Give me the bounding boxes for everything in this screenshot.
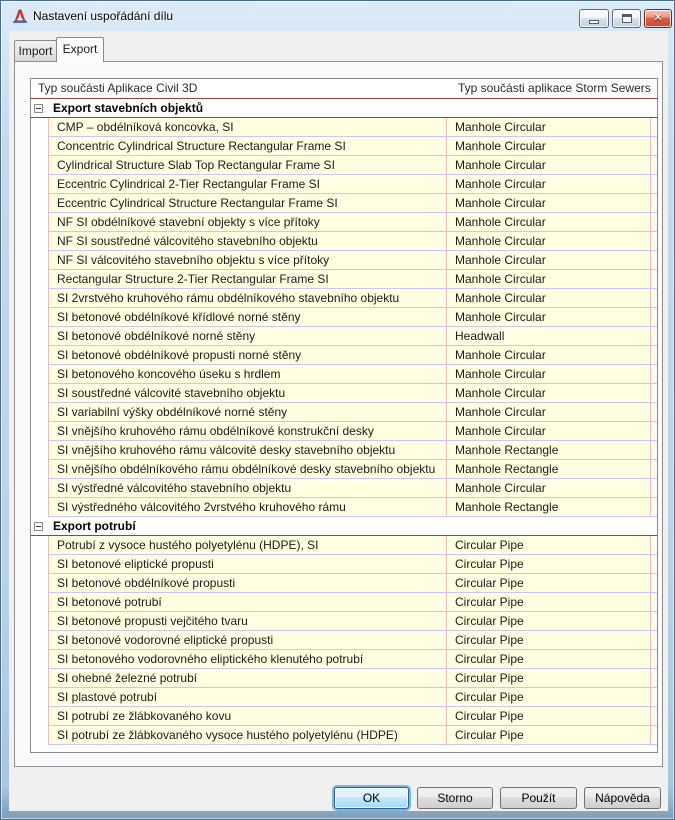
row-filler <box>650 251 657 269</box>
row-indent-gutter <box>31 479 48 498</box>
civil3d-part-cell: NF SI obdélníkové stavební objekty s více přítoky <box>48 213 446 231</box>
table-row[interactable] <box>31 213 657 232</box>
table-row[interactable] <box>31 536 657 555</box>
group-label: Export potrubí <box>53 519 136 533</box>
row-indent-gutter <box>31 194 48 213</box>
tab-export[interactable] <box>56 37 104 62</box>
apply-button[interactable]: Použít <box>500 787 577 809</box>
close-icon: ✕ <box>653 12 663 24</box>
row-filler <box>650 669 657 687</box>
help-button[interactable]: Nápověda <box>584 787 661 809</box>
row-indent-gutter <box>31 213 48 232</box>
storm-sewers-part-cell[interactable]: Manhole Circular <box>446 270 650 288</box>
storm-sewers-part-cell[interactable]: Circular Pipe <box>446 726 650 744</box>
table-row[interactable] <box>31 308 657 327</box>
storm-sewers-part-cell[interactable]: Manhole Circular <box>446 422 650 440</box>
row-filler <box>650 422 657 440</box>
row-indent-gutter <box>31 308 48 327</box>
window-title: Nastavení uspořádání dílu <box>33 9 174 23</box>
column-header-civil3d: Typ součásti Aplikace Civil 3D <box>38 81 198 95</box>
row-indent-gutter <box>31 422 48 441</box>
table-row[interactable] <box>31 365 657 384</box>
civil3d-part-cell: Potrubí z vysoce hustého polyetylénu (HDPE), SI <box>48 536 446 554</box>
row-filler <box>650 118 657 136</box>
civil3d-part-cell: Concentric Cylindrical Structure Rectangular Frame SI <box>48 137 446 155</box>
row-indent-gutter <box>31 726 48 745</box>
row-indent-gutter <box>31 536 48 555</box>
row-filler <box>650 327 657 345</box>
civil3d-part-cell: SI vnějšího kruhového rámu válcovité desky stavebního objektu <box>48 441 446 459</box>
storm-sewers-part-cell[interactable]: Manhole Circular <box>446 194 650 212</box>
table-row[interactable] <box>31 460 657 479</box>
row-indent-gutter <box>31 498 48 517</box>
civil3d-part-cell: SI betonové eliptické propusti <box>48 555 446 573</box>
storm-sewers-part-cell[interactable]: Manhole Circular <box>446 156 650 174</box>
storm-sewers-part-cell[interactable]: Manhole Circular <box>446 289 650 307</box>
storm-sewers-part-cell[interactable]: Manhole Circular <box>446 213 650 231</box>
row-indent-gutter <box>31 289 48 308</box>
civil3d-part-cell: NF SI válcovitého stavebního objektu s více přítoky <box>48 251 446 269</box>
part-matchup-grid <box>30 78 658 753</box>
table-row[interactable] <box>31 574 657 593</box>
storm-sewers-part-cell[interactable]: Manhole Rectangle <box>446 498 650 516</box>
row-indent-gutter <box>31 251 48 270</box>
table-row[interactable] <box>31 346 657 365</box>
tab-export-label: Export <box>62 42 98 56</box>
row-indent-gutter <box>31 346 48 365</box>
row-indent-gutter <box>31 137 48 156</box>
collapse-minus-icon[interactable] <box>34 104 43 113</box>
row-indent-gutter <box>31 669 48 688</box>
table-row[interactable] <box>31 251 657 270</box>
row-filler <box>650 384 657 402</box>
storm-sewers-part-cell[interactable]: Circular Pipe <box>446 650 650 668</box>
row-filler <box>650 194 657 212</box>
ok-button[interactable]: OK <box>334 787 409 809</box>
row-filler <box>650 498 657 516</box>
storm-sewers-part-cell[interactable]: Circular Pipe <box>446 631 650 649</box>
civil3d-part-cell: SI vnějšího kruhového rámu obdélníkové konstrukční desky <box>48 422 446 440</box>
storm-sewers-part-cell[interactable]: Circular Pipe <box>446 707 650 725</box>
table-row[interactable] <box>31 441 657 460</box>
table-row[interactable] <box>31 631 657 650</box>
row-indent-gutter <box>31 327 48 346</box>
civil3d-part-cell: Rectangular Structure 2-Tier Rectangular Frame SI <box>48 270 446 288</box>
row-indent-gutter <box>31 232 48 251</box>
storm-sewers-part-cell[interactable]: Manhole Rectangle <box>446 441 650 459</box>
row-filler <box>650 213 657 231</box>
storm-sewers-part-cell[interactable]: Circular Pipe <box>446 593 650 611</box>
minimize-icon <box>589 20 599 24</box>
cancel-button[interactable]: Storno <box>417 787 493 809</box>
close-button[interactable] <box>644 9 672 28</box>
storm-sewers-part-cell[interactable]: Manhole Rectangle <box>446 460 650 478</box>
table-row[interactable] <box>31 650 657 669</box>
civil3d-part-cell: SI betonové vodorovné eliptické propusti <box>48 631 446 649</box>
table-row[interactable] <box>31 403 657 422</box>
storm-sewers-part-cell[interactable]: Manhole Circular <box>446 175 650 193</box>
row-filler <box>650 688 657 706</box>
row-filler <box>650 707 657 725</box>
row-filler <box>650 555 657 573</box>
row-indent-gutter <box>31 555 48 574</box>
storm-sewers-part-cell[interactable]: Manhole Circular <box>446 365 650 383</box>
civil3d-part-cell: SI betonového vodorovného eliptického klenutého potrubí <box>48 650 446 668</box>
civil3d-part-cell: SI betonového koncového úseku s hrdlem <box>48 365 446 383</box>
civil3d-part-cell: SI potrubí ze žlábkovaného vysoce hustého polyetylénu (HDPE) <box>48 726 446 744</box>
civil3d-part-cell: Eccentric Cylindrical Structure Rectangular Frame SI <box>48 194 446 212</box>
civil3d-part-cell: Cylindrical Structure Slab Top Rectangular Frame SI <box>48 156 446 174</box>
storm-sewers-part-cell[interactable]: Manhole Circular <box>446 251 650 269</box>
row-filler <box>650 308 657 326</box>
row-indent-gutter <box>31 631 48 650</box>
civil3d-part-cell: SI 2vrstvého kruhového rámu obdélníkového stavebního objektu <box>48 289 446 307</box>
civil3d-part-cell: SI betonové obdélníkové křídlové norné stěny <box>48 308 446 326</box>
row-filler <box>650 175 657 193</box>
table-row[interactable] <box>31 555 657 574</box>
row-indent-gutter <box>31 612 48 631</box>
row-filler <box>650 574 657 592</box>
civil3d-part-cell: SI výstředné válcovitého stavebního objektu <box>48 479 446 497</box>
group-row[interactable] <box>31 517 657 536</box>
row-indent-gutter <box>31 270 48 289</box>
storm-sewers-part-cell[interactable]: Manhole Circular <box>446 479 650 497</box>
table-row[interactable] <box>31 593 657 612</box>
row-filler <box>650 460 657 478</box>
table-row[interactable] <box>31 612 657 631</box>
row-filler <box>650 536 657 554</box>
dialog-client-area <box>9 31 668 811</box>
tab-import[interactable] <box>14 40 57 61</box>
table-row[interactable] <box>31 707 657 726</box>
table-row[interactable] <box>31 384 657 403</box>
row-filler <box>650 403 657 421</box>
table-row[interactable] <box>31 726 657 745</box>
row-indent-gutter <box>31 403 48 422</box>
storm-sewers-part-cell[interactable]: Manhole Circular <box>446 118 650 136</box>
civil3d-part-cell: NF SI soustředné válcovitého stavebního objektu <box>48 232 446 250</box>
row-filler <box>650 346 657 364</box>
row-filler <box>650 441 657 459</box>
row-filler <box>650 650 657 668</box>
tab-page-export <box>14 61 663 767</box>
civil3d-part-cell: SI plastové potrubí <box>48 688 446 706</box>
row-filler <box>650 479 657 497</box>
storm-sewers-part-cell[interactable]: Manhole Circular <box>446 232 650 250</box>
table-row[interactable] <box>31 479 657 498</box>
table-row[interactable] <box>31 175 657 194</box>
restore-icon <box>622 14 632 23</box>
collapse-minus-icon[interactable] <box>34 522 43 531</box>
civil3d-part-cell: SI soustředné válcovité stavebního objektu <box>48 384 446 402</box>
row-filler <box>650 612 657 630</box>
table-row[interactable] <box>31 156 657 175</box>
table-row[interactable] <box>31 137 657 156</box>
storm-sewers-part-cell[interactable]: Manhole Circular <box>446 384 650 402</box>
civil3d-part-cell: SI betonové obdélníkové propusti <box>48 574 446 592</box>
storm-sewers-part-cell[interactable]: Headwall <box>446 327 650 345</box>
civil3d-part-cell: SI výstředného válcovitého 2vrstvého kruhového rámu <box>48 498 446 516</box>
restore-button[interactable] <box>612 9 641 28</box>
civil3d-part-cell: SI potrubí ze žlábkovaného kovu <box>48 707 446 725</box>
civil3d-part-cell: SI betonové propusti vejčitého tvaru <box>48 612 446 630</box>
row-filler <box>650 270 657 288</box>
row-indent-gutter <box>31 384 48 403</box>
row-indent-gutter <box>31 365 48 384</box>
row-indent-gutter <box>31 707 48 726</box>
row-indent-gutter <box>31 688 48 707</box>
app-logo-icon <box>12 8 28 24</box>
civil3d-part-cell: CMP – obdélníková koncovka, SI <box>48 118 446 136</box>
row-indent-gutter <box>31 175 48 194</box>
storm-sewers-part-cell[interactable]: Circular Pipe <box>446 669 650 687</box>
table-row[interactable] <box>31 669 657 688</box>
storm-sewers-part-cell[interactable]: Manhole Circular <box>446 137 650 155</box>
table-row[interactable] <box>31 422 657 441</box>
storm-sewers-part-cell[interactable]: Circular Pipe <box>446 612 650 630</box>
table-body <box>31 99 657 745</box>
civil3d-part-cell: SI variabilní výšky obdélníkové norné stěny <box>48 403 446 421</box>
table-row[interactable] <box>31 232 657 251</box>
row-filler <box>650 232 657 250</box>
storm-sewers-part-cell[interactable]: Manhole Circular <box>446 403 650 421</box>
storm-sewers-part-cell[interactable]: Manhole Circular <box>446 308 650 326</box>
row-indent-gutter <box>31 441 48 460</box>
row-filler <box>650 631 657 649</box>
minimize-button[interactable] <box>579 9 609 28</box>
column-header-storm-sewers: Typ součásti aplikace Storm Sewers <box>458 81 651 95</box>
row-filler <box>650 137 657 155</box>
storm-sewers-part-cell[interactable]: Circular Pipe <box>446 555 650 573</box>
grid-header-row <box>31 79 657 99</box>
civil3d-part-cell: SI ohebné železné potrubí <box>48 669 446 687</box>
civil3d-part-cell: Eccentric Cylindrical 2-Tier Rectangular Frame SI <box>48 175 446 193</box>
storm-sewers-part-cell[interactable]: Circular Pipe <box>446 688 650 706</box>
civil3d-part-cell: SI betonové potrubí <box>48 593 446 611</box>
group-row[interactable] <box>31 99 657 118</box>
row-filler <box>650 289 657 307</box>
row-indent-gutter <box>31 650 48 669</box>
table-row[interactable] <box>31 270 657 289</box>
civil3d-part-cell: SI betonové obdélníkové propusti norné stěny <box>48 346 446 364</box>
table-row[interactable] <box>31 498 657 517</box>
row-filler <box>650 593 657 611</box>
row-filler <box>650 156 657 174</box>
table-row[interactable] <box>31 327 657 346</box>
civil3d-part-cell: SI betonové obdélníkové norné stěny <box>48 327 446 345</box>
row-filler <box>650 365 657 383</box>
table-row[interactable] <box>31 289 657 308</box>
row-indent-gutter <box>31 593 48 612</box>
table-row[interactable] <box>31 688 657 707</box>
storm-sewers-part-cell[interactable]: Circular Pipe <box>446 574 650 592</box>
table-row[interactable] <box>31 118 657 137</box>
group-label: Export stavebních objektů <box>53 101 204 115</box>
tab-import-label: Import <box>18 44 53 58</box>
storm-sewers-part-cell[interactable]: Manhole Circular <box>446 346 650 364</box>
row-filler <box>650 726 657 744</box>
row-indent-gutter <box>31 156 48 175</box>
row-indent-gutter <box>31 574 48 593</box>
title-bar[interactable] <box>1 1 674 31</box>
civil3d-part-cell: SI vnějšího obdélníkového rámu obdélníkové desky stavebního objektu <box>48 460 446 478</box>
row-indent-gutter <box>31 460 48 479</box>
table-row[interactable] <box>31 194 657 213</box>
row-indent-gutter <box>31 118 48 137</box>
storm-sewers-part-cell[interactable]: Circular Pipe <box>446 536 650 554</box>
